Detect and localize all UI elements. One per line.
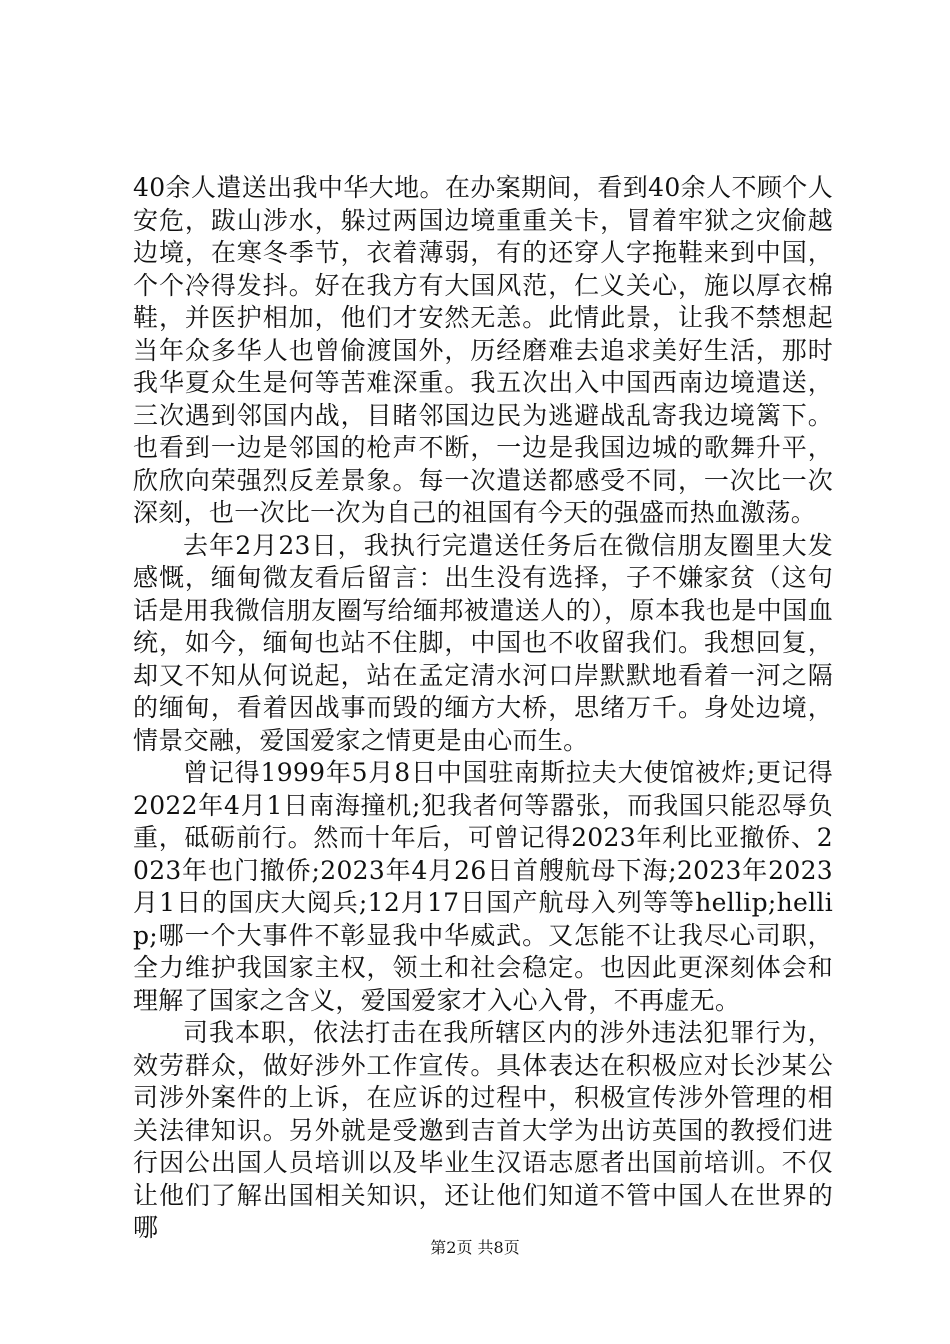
paragraph-4: 司我本职，依法打击在我所辖区内的涉外违法犯罪行为，效劳群众，做好涉外工作宣传。具体表达在积极应对长沙某公司涉外案件的上诉，在应诉的过程中，积极宣传涉外管理的相关法律知识。另外就是受邀到吉首大学为出访英国的教授们进行因公出国人员培训以及毕业生汉语志愿者出国前培训。不仅让他们了解出国相关知识，还让他们知道不管中国人在世界的哪 bbox=[133, 1018, 833, 1242]
document-body bbox=[133, 172, 833, 1245]
paragraph-1: 40余人遣送出我中华大地。在办案期间，看到40余人不顾个人安危，跋山涉水，躲过两国边境重重关卡，冒着牢狱之灾偷越边境，在寒冬季节，衣着薄弱，有的还穿人字拖鞋来到中国，个个冷得发抖。好在我方有大国风范，仁义关心，施以厚衣棉鞋，并医护相加，他们才安然无恙。此情此景，让我不禁想起当年众多华人也曾偷渡国外，历经磨难去追求美好生活，那时我华夏众生是何等苦难深重。我五次出入中国西南边境遣送，三次遇到邻国内战，目睹邻国边民为逃避战乱寄我边境篱下。也看到一边是邻国的枪声不断，一边是我国边城的歌舞升平，欣欣向荣强烈反差景象。每一次遣送都感受不同，一次比一次深刻，也一次比一次为自己的祖国有今天的强盛而热血激荡。 bbox=[133, 173, 833, 527]
paragraph-2: 去年2月23日，我执行完遣送任务后在微信朋友圈里大发感慨，缅甸微友看后留言：出生没有选择，子不嫌家贫（这句话是用我微信朋友圈写给缅邦被遣送人的），原本我也是中国血统，如今，缅甸也站不住脚，中国也不收留我们。我想回复，却又不知从何说起，站在孟定清水河口岸默默地看着一河之隔的缅甸，看着因战事而毁的缅方大桥，思绪万千。身处边境，情景交融，爱国爱家之情更是由心而生。 bbox=[133, 530, 833, 755]
paragraph-3: 曾记得1999年5月8日中国驻南斯拉夫大使馆被炸;更记得2022年4月1日南海撞机;犯我者何等嚣张，而我国只能忍辱负重，砥砺前行。然而十年后，可曾记得2023年利比亚撤侨、2023年也门撤侨;2023年4月26日首艘航母下海;2023年2023月1日的国庆大阅兵;12月17日国产航母入列等等hellip;hellip;哪一个大事件不彰显我中华威武。又怎能不让我尽心司职，全力维护我国家主权，领土和社会稳定。也因此更深刻体会和理解了国家之含义，爱国爱家才入心入骨，不再虚无。 bbox=[133, 758, 833, 1015]
page-footer: 第2页 共8页 bbox=[430, 1238, 520, 1257]
